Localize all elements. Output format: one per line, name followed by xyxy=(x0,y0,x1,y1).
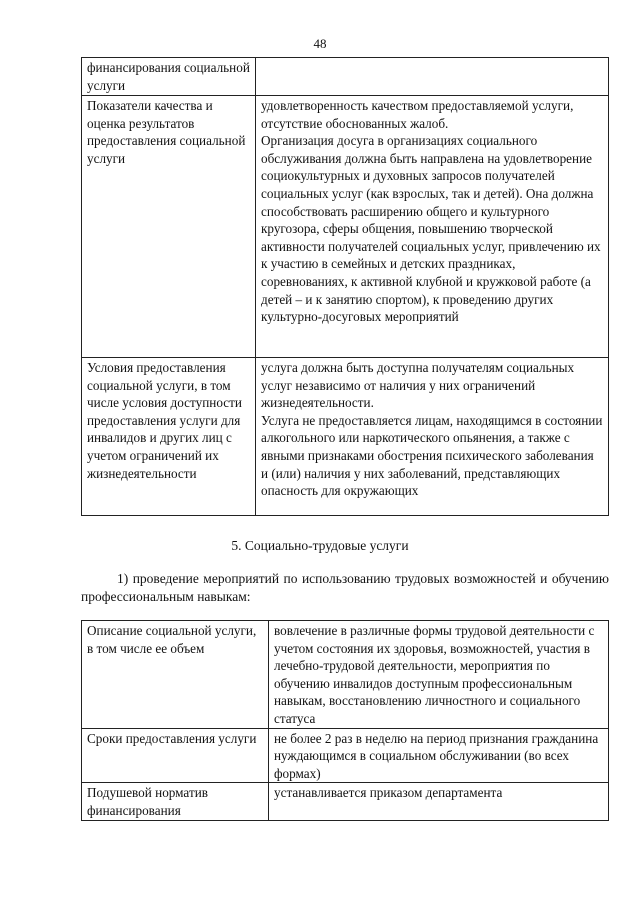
row-label: финансирования социальной услуги xyxy=(82,58,256,96)
row-label: Сроки предоставления услуги xyxy=(82,728,269,783)
table-row xyxy=(82,96,609,358)
row-content: устанавливается приказом департамента xyxy=(269,783,609,820)
content-paragraph: удовлетворенность качеством предоставляемой услуги, отсутствие обоснованных жалоб. xyxy=(261,98,574,131)
table-row xyxy=(82,783,609,820)
content-paragraph: Организация досуга в организациях социального обслуживания должна быть направлена на удовлетворение социокультурных и духовных запросов получателей социальных услуг (как взрослых, так и детей). Она должна способствовать расширению общего и культурного кругозора, сферы общения, повышению творческой активности получателей социальных услуг, привлечению их к участию в семейных и детских праздниках, соревнованиях, к активной клубной и кружковой работе (а детей – и к занятию спортом), к проведению других культурно-досуговых мероприятий xyxy=(261,133,601,325)
content-paragraph: Услуга не предоставляется лицам, находящимся в состоянии алкогольного или наркотического опьянения, а также с явными признаками обострения психического заболевания и (или) наличия у них заболеваний, представляющих опасность для окружающих xyxy=(261,412,603,499)
item-paragraph: 1) проведение мероприятий по использованию трудовых возможностей и обучению профессиональным навыкам: xyxy=(81,571,609,604)
table-row xyxy=(82,358,609,516)
table-row xyxy=(82,728,609,783)
row-content xyxy=(256,58,609,96)
table-row xyxy=(82,621,609,729)
row-content xyxy=(256,96,609,358)
services-table-continued xyxy=(81,57,609,516)
row-label: Показатели качества и оценка результатов предоставления социальной услуги xyxy=(82,96,256,358)
row-content xyxy=(256,358,609,516)
row-content: не более 2 раз в неделю на период признания гражданина нуждающимся в социальном обслуживании (во всех формах) xyxy=(269,728,609,783)
labor-services-table xyxy=(81,620,609,821)
content-paragraph: услуга должна быть доступна получателям социальных услуг независимо от наличия у них ограничений жизнедеятельности. xyxy=(261,360,575,411)
page-number: 48 xyxy=(313,36,327,51)
row-label: Описание социальной услуги, в том числе ее объем xyxy=(82,621,269,729)
table-row xyxy=(82,58,609,96)
row-label: Подушевой норматив финансирования xyxy=(82,783,269,820)
row-label: Условия предоставления социальной услуги, в том числе условия доступности предоставления услуги для инвалидов и других лиц с учетом ограничений их жизнедеятельности xyxy=(82,358,256,516)
row-content: вовлечение в различные формы трудовой деятельности с учетом состояния их здоровья, возможностей, участия в лечебно-трудовой деятельности, мероприятия по обучению инвалидов доступным профессиональным навыкам, восстановлению личностного и социального статуса xyxy=(269,621,609,729)
section-title: 5. Социально-трудовые услуги xyxy=(231,538,409,553)
